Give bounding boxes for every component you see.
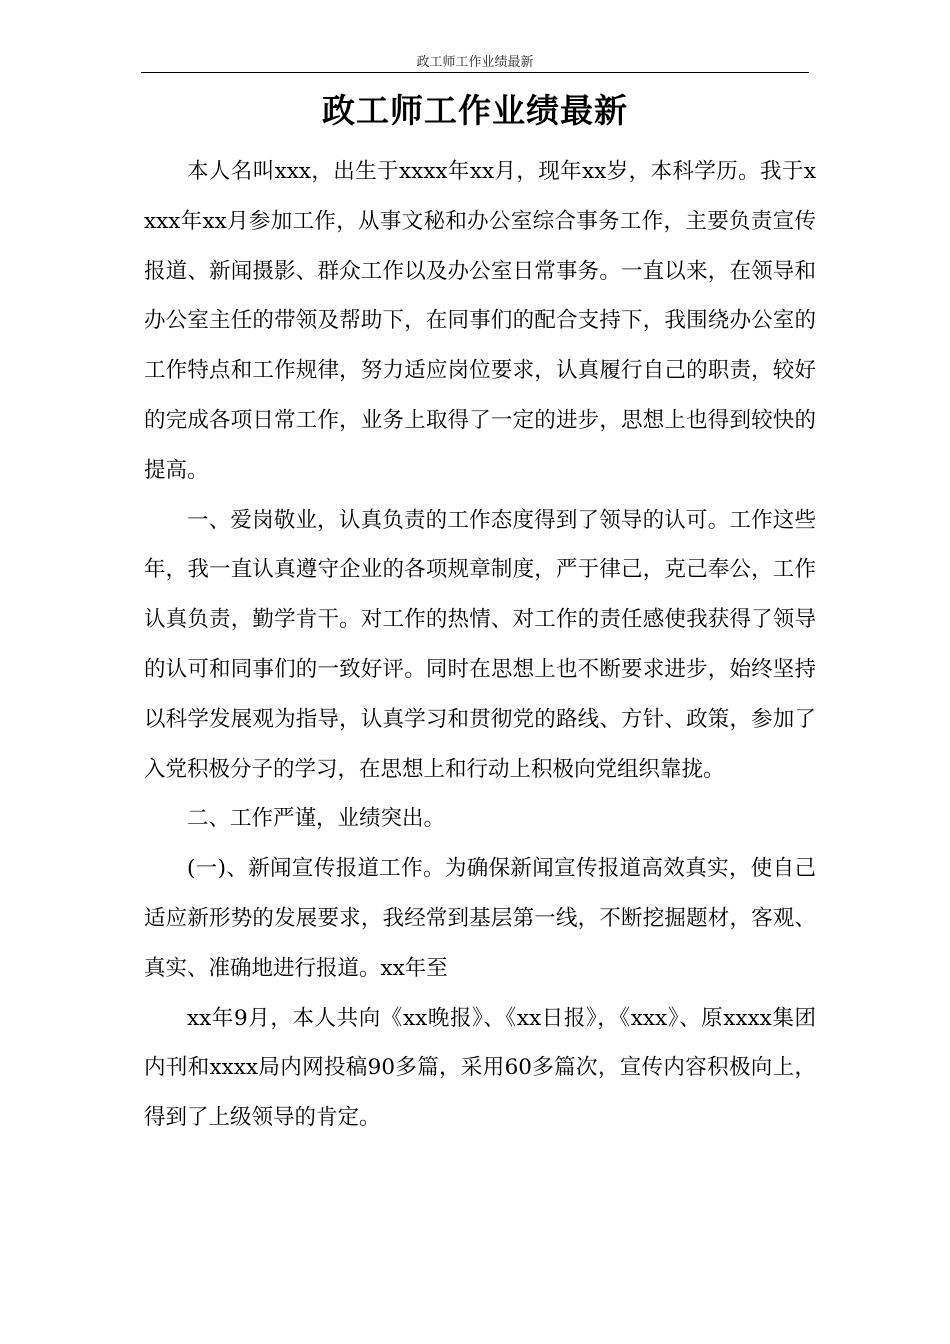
paragraph-section-two-heading: 二、工作严谨，业绩突出。 xyxy=(187,806,446,832)
header-divider xyxy=(141,72,809,73)
running-header: 政工师工作业绩最新 xyxy=(416,55,534,70)
paragraph-section-one: 一、爱岗敬业，认真负责的工作态度得到了领导的认可。工作这些年，我一直认真遵守企业的各项规章制度，严于律己，克己奉公，工作认真负责，勤学肯干。对工作的热情、对工作的责任感使我获得了领导的认可和同事们的一致好评。同时在思想上也不断要求进步，始终坚持以科学发展观为指导，认真学习和贯彻党的路线、方针、政策，参加了入党积极分子的学习，在思想上和行动上积极向党组织靠拢。 xyxy=(144,507,816,782)
paragraph-news-reporting: (一)、新闻宣传报道工作。为确保新闻宣传报道高效真实，使自己适应新形势的发展要求，我经常到基层第一线，不断挖掘题材，客观、真实、准确地进行报道。xx年至 xyxy=(144,856,816,981)
paragraph-intro: 本人名叫xxx，出生于xxxx年xx月，现年xx岁，本科学历。我于xxxx年xx月参加工作，从事文秘和办公室综合事务工作，主要负责宣传报道、新闻摄影、群众工作以及办公室日常事务。一直以来，在领导和办公室主任的带领及帮助下，在同事们的配合支持下，我围绕办公室的工作特点和工作规律，努力适应岗位要求，认真履行自己的职责，较好的完成各项日常工作，业务上取得了一定的进步，思想上也得到较快的提高。 xyxy=(144,159,816,483)
paragraph-submissions: xx年9月，本人共向《xx晚报》、《xx日报》，《xxx》、原xxxx集团内刊和xxxx局内网投稿90多篇，采用60多篇次，宣传内容积极向上，得到了上级领导的肯定。 xyxy=(144,1005,816,1131)
document-title: 政工师工作业绩最新 xyxy=(322,91,628,130)
document-body xyxy=(144,147,816,1143)
